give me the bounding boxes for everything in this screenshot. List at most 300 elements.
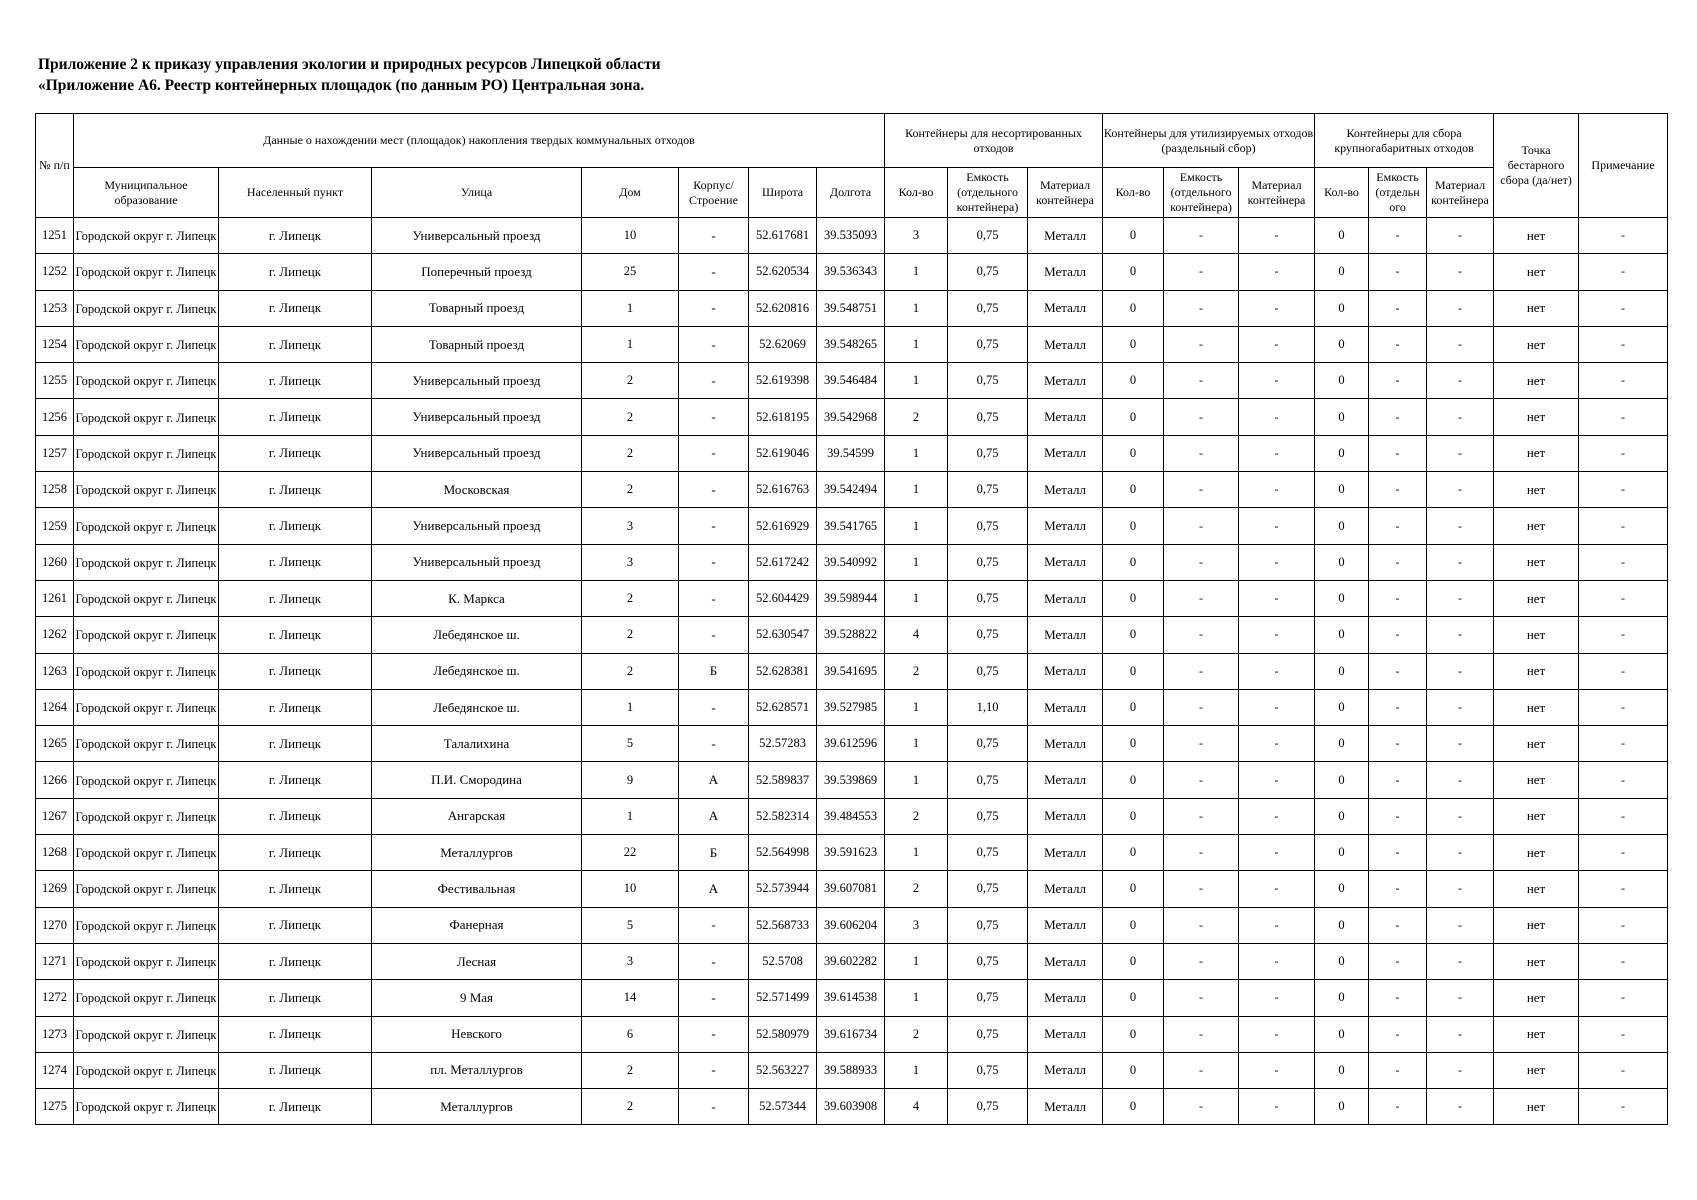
- row-municipality: Городской округ г. Липецк: [74, 943, 219, 979]
- row-settlement: г. Липецк: [219, 907, 372, 943]
- table-row: [36, 290, 1668, 326]
- row-street: Ангарская: [372, 798, 582, 834]
- row-house: 10: [582, 218, 679, 254]
- row-bulky-qty: 0: [1315, 218, 1369, 254]
- row-street: Металлургов: [372, 835, 582, 871]
- row-bulky-material: -: [1427, 218, 1494, 254]
- row-number: 1254: [36, 326, 74, 362]
- row-number: 1258: [36, 472, 74, 508]
- row-latitude: 52.580979: [749, 1016, 817, 1052]
- row-recyclable-capacity: -: [1164, 254, 1239, 290]
- row-municipality: Городской округ г. Липецк: [74, 653, 219, 689]
- row-longitude: 39.546484: [817, 363, 885, 399]
- row-unsorted-qty: 4: [885, 617, 948, 653]
- table-row: [36, 472, 1668, 508]
- row-recyclable-capacity: -: [1164, 1052, 1239, 1088]
- row-recyclable-qty: 0: [1103, 835, 1164, 871]
- row-recyclable-material: -: [1239, 617, 1315, 653]
- row-unsorted-qty: 1: [885, 326, 948, 362]
- row-recyclable-capacity: -: [1164, 544, 1239, 580]
- row-street: Универсальный проезд: [372, 435, 582, 471]
- row-unsorted-capacity: 0,75: [948, 1016, 1028, 1052]
- row-municipality: Городской округ г. Липецк: [74, 218, 219, 254]
- row-recyclable-qty: 0: [1103, 762, 1164, 798]
- row-municipality: Городской округ г. Липецк: [74, 399, 219, 435]
- row-unsorted-capacity: 0,75: [948, 508, 1028, 544]
- row-unsorted-capacity: 0,75: [948, 1052, 1028, 1088]
- row-house: 2: [582, 363, 679, 399]
- row-unsorted-qty: 2: [885, 798, 948, 834]
- row-house: 2: [582, 1052, 679, 1088]
- row-municipality: Городской округ г. Липецк: [74, 980, 219, 1016]
- row-number: 1262: [36, 617, 74, 653]
- row-building: -: [679, 363, 749, 399]
- row-bulky-qty: 0: [1315, 617, 1369, 653]
- row-settlement: г. Липецк: [219, 835, 372, 871]
- row-note: -: [1579, 762, 1668, 798]
- row-bulky-capacity: -: [1369, 326, 1427, 362]
- row-unsorted-material: Металл: [1028, 871, 1103, 907]
- row-note: -: [1579, 1052, 1668, 1088]
- row-longitude: 39.54599: [817, 435, 885, 471]
- row-bulky-material: -: [1427, 653, 1494, 689]
- row-longitude: 39.535093: [817, 218, 885, 254]
- header-bulky-qty: Кол-во: [1315, 168, 1369, 218]
- row-street: Московская: [372, 472, 582, 508]
- row-unsorted-qty: 1: [885, 762, 948, 798]
- row-bulky-qty: 0: [1315, 1016, 1369, 1052]
- row-number: 1264: [36, 689, 74, 725]
- row-unsorted-material: Металл: [1028, 326, 1103, 362]
- row-street: Лебедянское ш.: [372, 689, 582, 725]
- row-number: 1263: [36, 653, 74, 689]
- row-note: -: [1579, 943, 1668, 979]
- row-building: -: [679, 1089, 749, 1125]
- row-note: -: [1579, 544, 1668, 580]
- row-bulky-qty: 0: [1315, 472, 1369, 508]
- row-recyclable-qty: 0: [1103, 1089, 1164, 1125]
- header-recyclable-group: Контейнеры для утилизируемых отходов (раздельный сбор): [1103, 114, 1315, 168]
- row-recyclable-material: -: [1239, 472, 1315, 508]
- row-building: -: [679, 726, 749, 762]
- row-settlement: г. Липецк: [219, 399, 372, 435]
- row-latitude: 52.620534: [749, 254, 817, 290]
- row-note: -: [1579, 580, 1668, 616]
- row-building: А: [679, 871, 749, 907]
- row-recyclable-qty: 0: [1103, 218, 1164, 254]
- row-settlement: г. Липецк: [219, 544, 372, 580]
- row-building: -: [679, 508, 749, 544]
- table-row: [36, 835, 1668, 871]
- row-settlement: г. Липецк: [219, 363, 372, 399]
- row-unsorted-capacity: 0,75: [948, 435, 1028, 471]
- row-bulky-capacity: -: [1369, 508, 1427, 544]
- row-bulk-point: нет: [1494, 762, 1579, 798]
- row-bulky-qty: 0: [1315, 980, 1369, 1016]
- row-unsorted-material: Металл: [1028, 580, 1103, 616]
- row-recyclable-qty: 0: [1103, 726, 1164, 762]
- row-street: Лесная: [372, 943, 582, 979]
- row-recyclable-qty: 0: [1103, 653, 1164, 689]
- row-unsorted-material: Металл: [1028, 762, 1103, 798]
- row-recyclable-material: -: [1239, 508, 1315, 544]
- row-bulk-point: нет: [1494, 689, 1579, 725]
- row-unsorted-qty: 2: [885, 653, 948, 689]
- row-street: Универсальный проезд: [372, 218, 582, 254]
- row-bulk-point: нет: [1494, 326, 1579, 362]
- table-row: [36, 363, 1668, 399]
- row-longitude: 39.603908: [817, 1089, 885, 1125]
- row-municipality: Городской округ г. Липецк: [74, 871, 219, 907]
- row-recyclable-material: -: [1239, 218, 1315, 254]
- row-bulky-qty: 0: [1315, 762, 1369, 798]
- header-unsorted-material: Материал контейнера: [1028, 168, 1103, 218]
- row-number: 1269: [36, 871, 74, 907]
- row-settlement: г. Липецк: [219, 1052, 372, 1088]
- row-recyclable-material: -: [1239, 1016, 1315, 1052]
- row-note: -: [1579, 689, 1668, 725]
- row-bulky-material: -: [1427, 435, 1494, 471]
- row-settlement: г. Липецк: [219, 290, 372, 326]
- header-lon: Долгота: [817, 168, 885, 218]
- row-bulk-point: нет: [1494, 726, 1579, 762]
- table-row: [36, 1089, 1668, 1125]
- row-unsorted-capacity: 0,75: [948, 726, 1028, 762]
- row-house: 2: [582, 653, 679, 689]
- row-number: 1268: [36, 835, 74, 871]
- row-house: 2: [582, 1089, 679, 1125]
- row-latitude: 52.630547: [749, 617, 817, 653]
- row-latitude: 52.628571: [749, 689, 817, 725]
- row-bulk-point: нет: [1494, 1016, 1579, 1052]
- row-recyclable-material: -: [1239, 580, 1315, 616]
- header-street: Улица: [372, 168, 582, 218]
- heading-line-1: Приложение 2 к приказу управления экологии и природных ресурсов Липецкой области: [38, 56, 661, 73]
- row-unsorted-material: Металл: [1028, 1052, 1103, 1088]
- row-bulky-material: -: [1427, 726, 1494, 762]
- row-bulk-point: нет: [1494, 218, 1579, 254]
- row-latitude: 52.573944: [749, 871, 817, 907]
- row-note: -: [1579, 254, 1668, 290]
- row-bulky-capacity: -: [1369, 435, 1427, 471]
- table-row: [36, 435, 1668, 471]
- row-unsorted-qty: 1: [885, 254, 948, 290]
- row-recyclable-material: -: [1239, 1089, 1315, 1125]
- row-bulky-capacity: -: [1369, 871, 1427, 907]
- row-latitude: 52.619398: [749, 363, 817, 399]
- row-latitude: 52.628381: [749, 653, 817, 689]
- row-latitude: 52.618195: [749, 399, 817, 435]
- row-longitude: 39.527985: [817, 689, 885, 725]
- header-unsorted-group: Контейнеры для несортированных отходов: [885, 114, 1103, 168]
- row-house: 25: [582, 254, 679, 290]
- row-longitude: 39.528822: [817, 617, 885, 653]
- row-longitude: 39.616734: [817, 1016, 885, 1052]
- row-settlement: г. Липецк: [219, 326, 372, 362]
- row-bulky-capacity: -: [1369, 653, 1427, 689]
- row-recyclable-qty: 0: [1103, 399, 1164, 435]
- row-recyclable-material: -: [1239, 871, 1315, 907]
- row-unsorted-capacity: 0,75: [948, 544, 1028, 580]
- row-bulk-point: нет: [1494, 798, 1579, 834]
- row-bulky-material: -: [1427, 363, 1494, 399]
- row-bulk-point: нет: [1494, 472, 1579, 508]
- row-note: -: [1579, 1016, 1668, 1052]
- row-unsorted-capacity: 1,10: [948, 689, 1028, 725]
- row-bulky-material: -: [1427, 1052, 1494, 1088]
- row-bulky-capacity: -: [1369, 218, 1427, 254]
- row-bulk-point: нет: [1494, 290, 1579, 326]
- row-unsorted-capacity: 0,75: [948, 399, 1028, 435]
- table-row: [36, 871, 1668, 907]
- row-house: 2: [582, 435, 679, 471]
- row-recyclable-qty: 0: [1103, 580, 1164, 616]
- row-unsorted-capacity: 0,75: [948, 363, 1028, 399]
- row-unsorted-material: Металл: [1028, 617, 1103, 653]
- row-number: 1253: [36, 290, 74, 326]
- row-unsorted-qty: 1: [885, 472, 948, 508]
- row-recyclable-qty: 0: [1103, 363, 1164, 399]
- row-municipality: Городской округ г. Липецк: [74, 762, 219, 798]
- row-building: -: [679, 1016, 749, 1052]
- table-row: [36, 580, 1668, 616]
- row-unsorted-material: Металл: [1028, 508, 1103, 544]
- row-number: 1275: [36, 1089, 74, 1125]
- row-municipality: Городской округ г. Липецк: [74, 1089, 219, 1125]
- row-municipality: Городской округ г. Липецк: [74, 544, 219, 580]
- row-unsorted-capacity: 0,75: [948, 617, 1028, 653]
- row-bulky-qty: 0: [1315, 907, 1369, 943]
- row-bulky-material: -: [1427, 399, 1494, 435]
- row-bulk-point: нет: [1494, 907, 1579, 943]
- row-bulky-capacity: -: [1369, 363, 1427, 399]
- row-recyclable-qty: 0: [1103, 472, 1164, 508]
- row-latitude: 52.564998: [749, 835, 817, 871]
- row-bulky-qty: 0: [1315, 798, 1369, 834]
- row-settlement: г. Липецк: [219, 653, 372, 689]
- header-bulky-capacity: Емкость (отдельн ого: [1369, 168, 1427, 218]
- row-unsorted-qty: 1: [885, 726, 948, 762]
- row-municipality: Городской округ г. Липецк: [74, 326, 219, 362]
- row-unsorted-qty: 1: [885, 290, 948, 326]
- row-settlement: г. Липецк: [219, 435, 372, 471]
- row-unsorted-material: Металл: [1028, 835, 1103, 871]
- row-recyclable-capacity: -: [1164, 943, 1239, 979]
- row-number: 1270: [36, 907, 74, 943]
- table-row: [36, 617, 1668, 653]
- row-latitude: 52.617681: [749, 218, 817, 254]
- row-municipality: Городской округ г. Липецк: [74, 907, 219, 943]
- row-bulky-capacity: -: [1369, 617, 1427, 653]
- row-street: Товарный проезд: [372, 290, 582, 326]
- row-bulky-capacity: -: [1369, 544, 1427, 580]
- row-latitude: 52.616763: [749, 472, 817, 508]
- row-settlement: г. Липецк: [219, 617, 372, 653]
- table-row: [36, 980, 1668, 1016]
- row-recyclable-capacity: -: [1164, 1016, 1239, 1052]
- row-street: П.И. Смородина: [372, 762, 582, 798]
- row-municipality: Городской округ г. Липецк: [74, 1016, 219, 1052]
- row-bulky-qty: 0: [1315, 871, 1369, 907]
- row-street: Металлургов: [372, 1089, 582, 1125]
- row-number: 1256: [36, 399, 74, 435]
- table-row: [36, 907, 1668, 943]
- row-number: 1271: [36, 943, 74, 979]
- row-recyclable-material: -: [1239, 798, 1315, 834]
- row-unsorted-material: Металл: [1028, 218, 1103, 254]
- row-recyclable-material: -: [1239, 435, 1315, 471]
- row-street: Товарный проезд: [372, 326, 582, 362]
- row-municipality: Городской округ г. Липецк: [74, 435, 219, 471]
- row-latitude: 52.5708: [749, 943, 817, 979]
- row-unsorted-capacity: 0,75: [948, 835, 1028, 871]
- row-bulky-qty: 0: [1315, 435, 1369, 471]
- row-bulky-material: -: [1427, 835, 1494, 871]
- row-bulk-point: нет: [1494, 871, 1579, 907]
- row-recyclable-qty: 0: [1103, 435, 1164, 471]
- row-unsorted-qty: 1: [885, 580, 948, 616]
- row-bulky-material: -: [1427, 762, 1494, 798]
- row-recyclable-qty: 0: [1103, 326, 1164, 362]
- row-unsorted-material: Металл: [1028, 435, 1103, 471]
- table-row: [36, 399, 1668, 435]
- row-unsorted-qty: 3: [885, 907, 948, 943]
- header-recyclable-capacity: Емкость (отдельного контейнера): [1164, 168, 1239, 218]
- row-number: 1261: [36, 580, 74, 616]
- row-unsorted-material: Металл: [1028, 399, 1103, 435]
- row-note: -: [1579, 726, 1668, 762]
- header-building: Корпус/ Строение: [679, 168, 749, 218]
- row-bulky-capacity: -: [1369, 290, 1427, 326]
- row-street: Универсальный проезд: [372, 363, 582, 399]
- row-municipality: Городской округ г. Липецк: [74, 798, 219, 834]
- row-note: -: [1579, 326, 1668, 362]
- header-house: Дом: [582, 168, 679, 218]
- row-note: -: [1579, 363, 1668, 399]
- row-unsorted-qty: 2: [885, 871, 948, 907]
- row-recyclable-capacity: -: [1164, 363, 1239, 399]
- row-number: 1252: [36, 254, 74, 290]
- row-municipality: Городской округ г. Липецк: [74, 580, 219, 616]
- row-unsorted-material: Металл: [1028, 907, 1103, 943]
- row-unsorted-capacity: 0,75: [948, 943, 1028, 979]
- document-heading: [38, 54, 661, 96]
- row-unsorted-material: Металл: [1028, 363, 1103, 399]
- row-unsorted-qty: 2: [885, 399, 948, 435]
- row-number: 1251: [36, 218, 74, 254]
- row-recyclable-qty: 0: [1103, 689, 1164, 725]
- row-settlement: г. Липецк: [219, 508, 372, 544]
- row-street: 9 Мая: [372, 980, 582, 1016]
- row-house: 1: [582, 689, 679, 725]
- row-bulky-qty: 0: [1315, 290, 1369, 326]
- row-unsorted-capacity: 0,75: [948, 980, 1028, 1016]
- row-building: Б: [679, 653, 749, 689]
- row-recyclable-material: -: [1239, 943, 1315, 979]
- row-bulky-material: -: [1427, 326, 1494, 362]
- row-unsorted-capacity: 0,75: [948, 326, 1028, 362]
- row-bulky-qty: 0: [1315, 326, 1369, 362]
- row-note: -: [1579, 508, 1668, 544]
- row-municipality: Городской округ г. Липецк: [74, 617, 219, 653]
- row-street: Универсальный проезд: [372, 508, 582, 544]
- row-bulk-point: нет: [1494, 653, 1579, 689]
- row-note: -: [1579, 218, 1668, 254]
- row-municipality: Городской округ г. Липецк: [74, 689, 219, 725]
- row-municipality: Городской округ г. Липецк: [74, 472, 219, 508]
- row-building: -: [679, 907, 749, 943]
- row-municipality: Городской округ г. Липецк: [74, 726, 219, 762]
- row-number: 1255: [36, 363, 74, 399]
- row-unsorted-material: Металл: [1028, 544, 1103, 580]
- row-settlement: г. Липецк: [219, 472, 372, 508]
- row-longitude: 39.542968: [817, 399, 885, 435]
- row-recyclable-capacity: -: [1164, 762, 1239, 798]
- row-unsorted-qty: 1: [885, 835, 948, 871]
- table-row: [36, 762, 1668, 798]
- row-latitude: 52.62069: [749, 326, 817, 362]
- row-recyclable-qty: 0: [1103, 508, 1164, 544]
- row-recyclable-qty: 0: [1103, 798, 1164, 834]
- row-street: Универсальный проезд: [372, 544, 582, 580]
- row-longitude: 39.548265: [817, 326, 885, 362]
- row-unsorted-qty: 1: [885, 689, 948, 725]
- row-bulk-point: нет: [1494, 1089, 1579, 1125]
- row-bulky-capacity: -: [1369, 254, 1427, 290]
- row-recyclable-capacity: -: [1164, 326, 1239, 362]
- row-municipality: Городской округ г. Липецк: [74, 508, 219, 544]
- row-latitude: 52.563227: [749, 1052, 817, 1088]
- row-latitude: 52.620816: [749, 290, 817, 326]
- row-latitude: 52.616929: [749, 508, 817, 544]
- row-bulky-material: -: [1427, 943, 1494, 979]
- row-bulky-material: -: [1427, 508, 1494, 544]
- row-bulky-material: -: [1427, 254, 1494, 290]
- row-bulk-point: нет: [1494, 254, 1579, 290]
- row-bulky-material: -: [1427, 871, 1494, 907]
- row-note: -: [1579, 290, 1668, 326]
- row-building: -: [679, 399, 749, 435]
- table-row: [36, 726, 1668, 762]
- row-bulky-material: -: [1427, 472, 1494, 508]
- row-house: 2: [582, 580, 679, 616]
- row-settlement: г. Липецк: [219, 580, 372, 616]
- row-unsorted-material: Металл: [1028, 1089, 1103, 1125]
- row-note: -: [1579, 435, 1668, 471]
- row-unsorted-capacity: 0,75: [948, 653, 1028, 689]
- row-unsorted-material: Металл: [1028, 980, 1103, 1016]
- row-bulky-material: -: [1427, 907, 1494, 943]
- row-recyclable-capacity: -: [1164, 907, 1239, 943]
- row-street: Фанерная: [372, 907, 582, 943]
- row-recyclable-qty: 0: [1103, 290, 1164, 326]
- row-house: 2: [582, 399, 679, 435]
- row-longitude: 39.598944: [817, 580, 885, 616]
- row-building: -: [679, 218, 749, 254]
- header-recyclable-qty: Кол-во: [1103, 168, 1164, 218]
- row-recyclable-material: -: [1239, 907, 1315, 943]
- row-bulky-capacity: -: [1369, 399, 1427, 435]
- row-bulky-qty: 0: [1315, 254, 1369, 290]
- row-bulky-qty: 0: [1315, 544, 1369, 580]
- row-municipality: Городской округ г. Липецк: [74, 1052, 219, 1088]
- row-bulky-qty: 0: [1315, 580, 1369, 616]
- row-house: 3: [582, 544, 679, 580]
- row-recyclable-qty: 0: [1103, 544, 1164, 580]
- row-building: -: [679, 689, 749, 725]
- header-municipality: Муниципальное образование: [74, 168, 219, 218]
- row-number: 1257: [36, 435, 74, 471]
